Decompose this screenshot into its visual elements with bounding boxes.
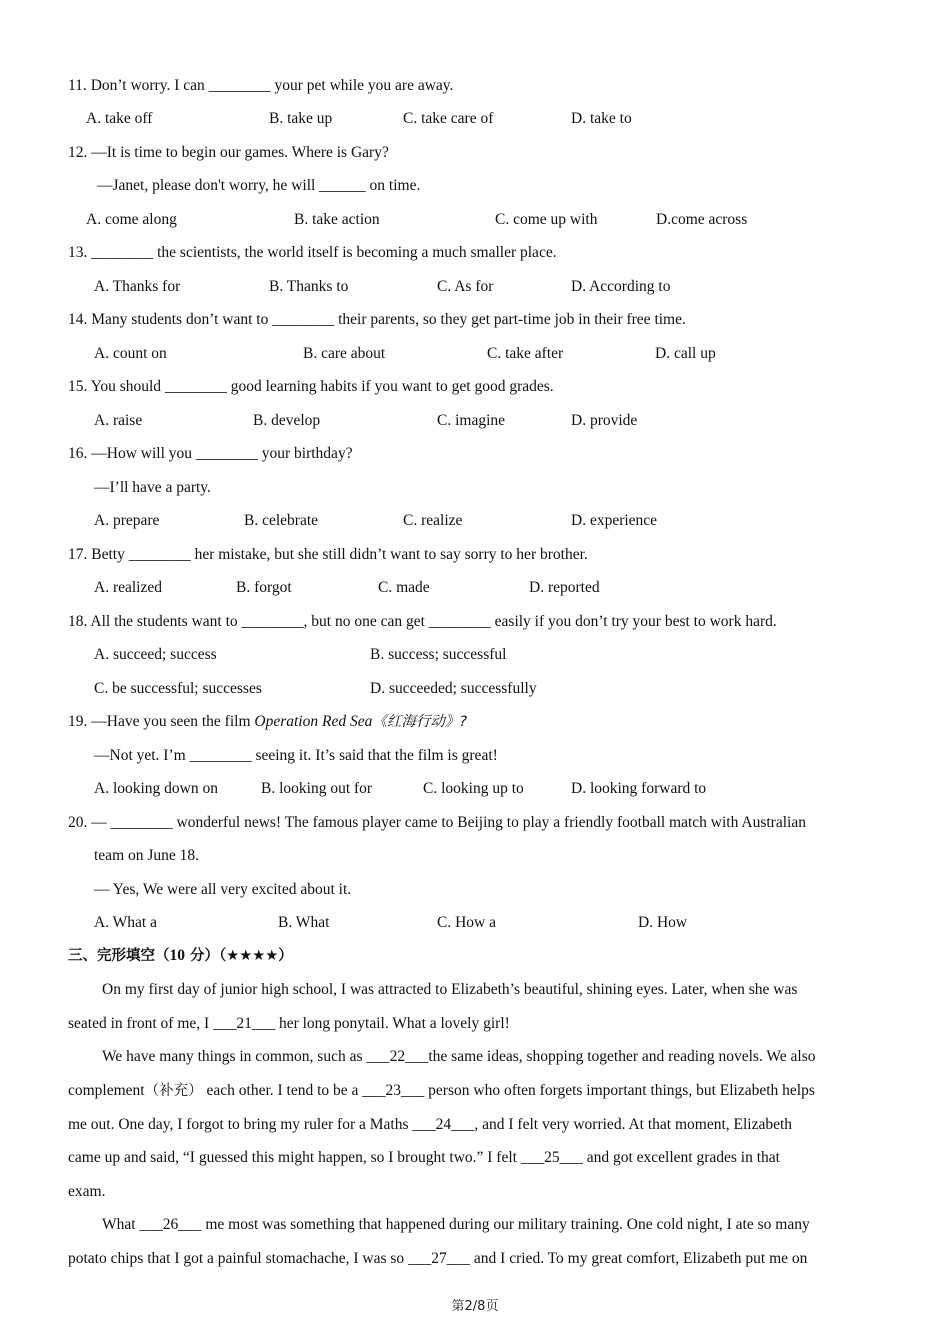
question-15-stem: 15. You should ________ good learning habits if you want to get good grades. (68, 378, 554, 395)
q18-option-d[interactable]: D. succeeded; successfully (370, 680, 537, 697)
q14-option-b[interactable]: B. care about (303, 345, 386, 362)
q17-option-c[interactable]: C. made (378, 579, 430, 596)
q13-option-c[interactable]: C. As for (437, 278, 494, 295)
blank-27[interactable]: ___27___ (408, 1250, 471, 1267)
q12-option-a[interactable]: A. come along (86, 211, 177, 228)
question-16-stem: 16. —How will you ________ your birthday? (68, 445, 353, 462)
passage-line: me out. One day, I forgot to bring my ruler for a Maths ___24___, and I felt very worried. At that moment, Elizabeth (68, 1116, 793, 1133)
passage-line: potato chips that I got a painful stomachache, I was so ___27___ and I cried. To my great comfort, Elizabeth put me on (68, 1250, 808, 1267)
q11-option-b[interactable]: B. take up (269, 110, 333, 127)
question-14-stem: 14. Many students don’t want to ________ their parents, so they get part-time job in their free time. (68, 311, 686, 328)
q11-option-d[interactable]: D. take to (571, 110, 632, 127)
q12-option-d[interactable]: D.come across (656, 211, 748, 228)
q15-option-b[interactable]: B. develop (253, 412, 321, 429)
q13-option-b[interactable]: B. Thanks to (269, 278, 349, 295)
q13-option-a[interactable]: A. Thanks for (94, 278, 181, 295)
q17-option-b[interactable]: B. forgot (236, 579, 292, 596)
passage-line: seated in front of me, I ___21___ her long ponytail. What a lovely girl! (68, 1015, 510, 1032)
q20-option-d[interactable]: D. How (638, 914, 688, 931)
q15-option-a[interactable]: A. raise (94, 412, 143, 429)
question-17-stem: 17. Betty ________ her mistake, but she still didn’t want to say sorry to her brother. (68, 546, 588, 563)
q20-option-c[interactable]: C. How a (437, 914, 496, 931)
q17-option-a[interactable]: A. realized (94, 579, 162, 596)
q19-option-d[interactable]: D. looking forward to (571, 780, 707, 797)
passage-line: We have many things in common, such as ___22___the same ideas, shopping together and reading novels. We also (102, 1048, 816, 1065)
q20-option-b[interactable]: B. What (278, 914, 330, 931)
q11-option-c[interactable]: C. take care of (403, 110, 494, 127)
question-12-stem: 12. —It is time to begin our games. Where is Gary? (68, 144, 389, 161)
q19-option-b[interactable]: B. looking out for (261, 780, 373, 797)
blank-24[interactable]: ___24___ (412, 1116, 475, 1133)
section-heading: 三、完形填空（10 分）（★★★★） (68, 947, 293, 964)
passage-line: complement（补充） each other. I tend to be a ___23___ person who often forgets important things, but Elizabeth helps (68, 1082, 815, 1099)
question-20-reply: — Yes, We were all very excited about it. (94, 881, 352, 898)
q16-option-d[interactable]: D. experience (571, 512, 658, 529)
question-11-stem: 11. Don’t worry. I can ________ your pet while you are away. (68, 77, 454, 94)
question-18-stem: 18. All the students want to ________, but no one can get ________ easily if you don’t try your best to work hard. (68, 613, 777, 630)
q16-option-c[interactable]: C. realize (403, 512, 463, 529)
question-13-stem: 13. ________ the scientists, the world itself is becoming a much smaller place. (68, 244, 557, 261)
blank-23[interactable]: ___23___ (362, 1082, 425, 1099)
q14-option-a[interactable]: A. count on (94, 345, 167, 362)
blank-25[interactable]: ___25___ (520, 1149, 583, 1166)
q11-option-a[interactable]: A. take off (86, 110, 153, 127)
q19-option-c[interactable]: C. looking up to (423, 780, 524, 797)
question-12-reply: —Janet, please don't worry, he will ______ on time. (97, 177, 421, 194)
q12-option-c[interactable]: C. come up with (495, 211, 598, 228)
question-19-reply: —Not yet. I’m ________ seeing it. It’s said that the film is great! (94, 747, 498, 764)
q20-option-a[interactable]: A. What a (94, 914, 157, 931)
passage-line: exam. (68, 1183, 106, 1200)
q18-option-b[interactable]: B. success; successful (370, 646, 507, 663)
question-20-stem-cont: team on June 18. (94, 847, 200, 864)
q14-option-d[interactable]: D. call up (655, 345, 716, 362)
passage-line: came up and said, “I guessed this might happen, so I brought two.” I felt ___25___ and got excellent grades in that (68, 1149, 780, 1166)
blank-26[interactable]: ___26___ (139, 1216, 202, 1233)
film-title: Operation Red Sea (254, 713, 373, 730)
q14-option-c[interactable]: C. take after (487, 345, 564, 362)
q17-option-d[interactable]: D. reported (529, 579, 600, 596)
q16-option-a[interactable]: A. prepare (94, 512, 160, 529)
question-20-stem: 20. — ________ wonderful news! The famous player came to Beijing to play a friendly football match with Australian (68, 814, 806, 831)
q15-option-c[interactable]: C. imagine (437, 412, 506, 429)
q12-option-b[interactable]: B. take action (294, 211, 380, 228)
blank-21[interactable]: ___21___ (213, 1015, 276, 1032)
q15-option-d[interactable]: D. provide (571, 412, 638, 429)
question-16-reply: —I’ll have a party. (94, 479, 211, 496)
q18-option-a[interactable]: A. succeed; success (94, 646, 217, 663)
q18-option-c[interactable]: C. be successful; successes (94, 680, 262, 697)
passage-line: On my first day of junior high school, I was attracted to Elizabeth’s beautiful, shining eyes. Later, when she was (102, 981, 798, 998)
blank-22[interactable]: ___22___ (366, 1048, 429, 1065)
q19-option-a[interactable]: A. looking down on (94, 780, 218, 797)
page-number: 第2/8页 (451, 1299, 499, 1314)
q16-option-b[interactable]: B. celebrate (244, 512, 319, 529)
q13-option-d[interactable]: D. According to (571, 278, 671, 295)
passage-line: What ___26___ me most was something that happened during our military training. One cold night, I ate so many (102, 1216, 810, 1233)
question-19-stem: 19. —Have you seen the film Operation Red Sea《红海行动》? (68, 713, 468, 730)
